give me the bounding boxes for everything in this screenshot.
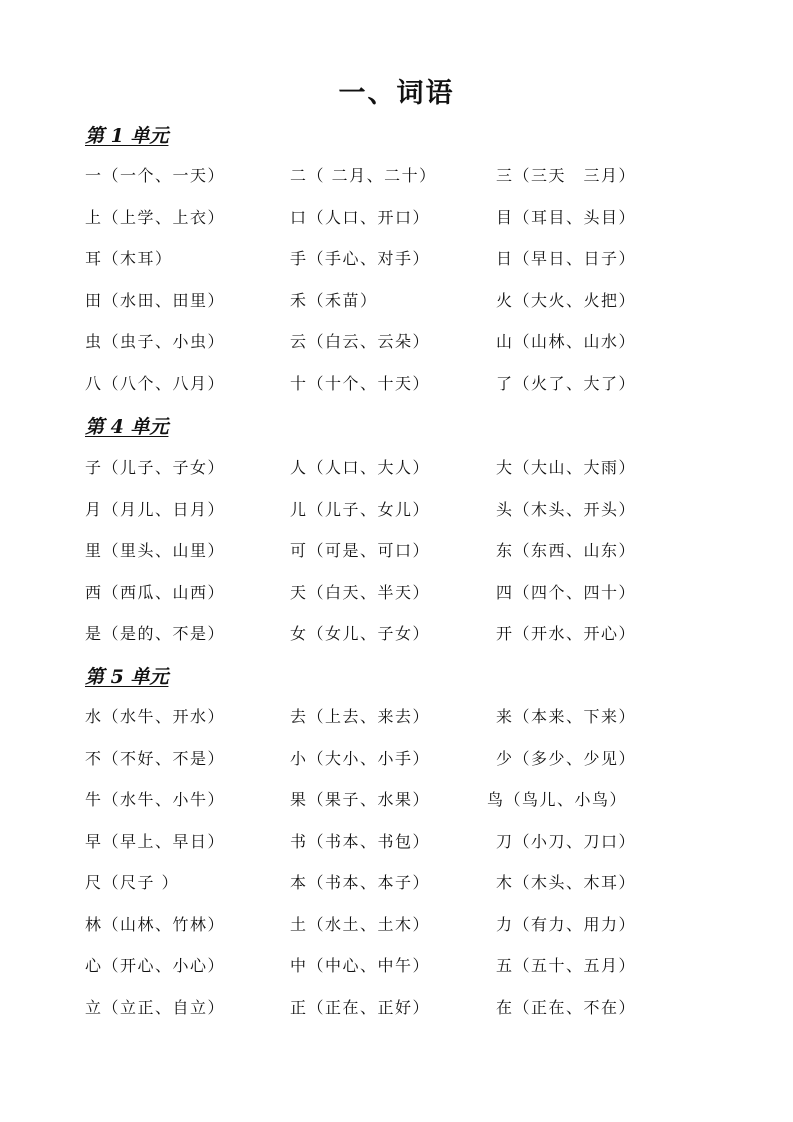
vocab-entry: 水（水牛、开水） xyxy=(85,707,226,726)
vocab-entry: 正（正在、正好） xyxy=(290,998,431,1017)
vocab-entry: 少（多少、少见） xyxy=(496,749,637,768)
vocab-entry: 心（开心、小心） xyxy=(85,956,226,975)
vocab-entry: 东（东西、山东） xyxy=(496,541,637,560)
vocab-entry: 西（西瓜、山西） xyxy=(85,583,226,602)
vocab-entry: 虫（虫子、小虫） xyxy=(85,332,226,351)
vocab-entry: 是（是的、不是） xyxy=(85,624,226,643)
vocab-entry: 来（本来、下来） xyxy=(496,707,637,726)
vocab-entry: 儿（儿子、女儿） xyxy=(290,500,431,519)
unit-heading: 第 1 单元 xyxy=(85,125,169,147)
vocab-entry: 可（可是、可口） xyxy=(290,541,431,560)
vocab-entry: 立（立正、自立） xyxy=(85,998,226,1017)
vocab-entry: 山（山林、山水） xyxy=(496,332,637,351)
vocab-entry: 了（火了、大了） xyxy=(496,374,637,393)
vocab-entry: 子（儿子、子女） xyxy=(85,458,226,477)
vocab-entry: 火（大火、火把） xyxy=(496,291,637,310)
vocab-entry: 不（不好、不是） xyxy=(85,749,226,768)
vocab-entry: 开（开水、开心） xyxy=(496,624,637,643)
vocab-entry: 刀（小刀、刀口） xyxy=(496,832,637,851)
vocab-entry: 一（一个、一天） xyxy=(85,166,226,185)
vocab-entry: 中（中心、中午） xyxy=(290,956,431,975)
unit-heading: 第 4 单元 xyxy=(85,416,169,438)
vocab-entry: 云（白云、云朵） xyxy=(290,332,431,351)
vocab-entry: 在（正在、不在） xyxy=(496,998,637,1017)
vocab-entry: 木（木头、木耳） xyxy=(496,873,637,892)
vocab-entry: 耳（木耳） xyxy=(85,249,173,268)
vocab-entry: 天（白天、半天） xyxy=(290,583,431,602)
vocab-entry: 本（书本、本子） xyxy=(290,873,431,892)
vocab-entry: 五（五十、五月） xyxy=(496,956,637,975)
vocab-entry: 去（上去、来去） xyxy=(290,707,431,726)
vocab-entry: 果（果子、水果） xyxy=(290,790,431,809)
vocab-entry: 女（女儿、子女） xyxy=(290,624,431,643)
vocab-entry: 田（水田、田里） xyxy=(85,291,226,310)
vocab-entry: 日（早日、日子） xyxy=(496,249,637,268)
vocab-entry: 大（大山、大雨） xyxy=(496,458,637,477)
vocab-entry: 三（三天 三月） xyxy=(496,166,637,185)
vocab-entry: 禾（禾苗） xyxy=(290,291,378,310)
vocab-entry: 目（耳目、头目） xyxy=(496,208,637,227)
vocab-entry: 书（书本、书包） xyxy=(290,832,431,851)
vocab-entry: 力（有力、用力） xyxy=(496,915,637,934)
vocab-entry: 牛（水牛、小牛） xyxy=(85,790,226,809)
vocab-entry: 里（里头、山里） xyxy=(85,541,226,560)
vocab-entry: 土（水土、土木） xyxy=(290,915,431,934)
vocab-entry: 二（ 二月、二十） xyxy=(290,166,437,185)
vocab-entry: 头（木头、开头） xyxy=(496,500,637,519)
vocab-entry: 尺（尺子 ） xyxy=(85,873,180,892)
vocab-entry: 十（十个、十天） xyxy=(290,374,431,393)
vocab-entry: 早（早上、早日） xyxy=(85,832,226,851)
vocab-entry: 月（月儿、日月） xyxy=(85,500,226,519)
vocab-entry: 林（山林、竹林） xyxy=(85,915,226,934)
page-title: 一、词语 xyxy=(338,78,455,109)
vocab-entry: 口（人口、开口） xyxy=(290,208,431,227)
vocab-entry: 人（人口、大人） xyxy=(290,458,431,477)
vocab-entry: 手（手心、对手） xyxy=(290,249,431,268)
vocab-entry: 小（大小、小手） xyxy=(290,749,431,768)
vocab-entry: 上（上学、上衣） xyxy=(85,208,226,227)
unit-heading: 第 5 单元 xyxy=(85,666,169,688)
vocab-entry: 鸟（鸟儿、小鸟） xyxy=(487,790,628,809)
vocab-entry: 八（八个、八月） xyxy=(85,374,226,393)
vocab-entry: 四（四个、四十） xyxy=(496,583,637,602)
